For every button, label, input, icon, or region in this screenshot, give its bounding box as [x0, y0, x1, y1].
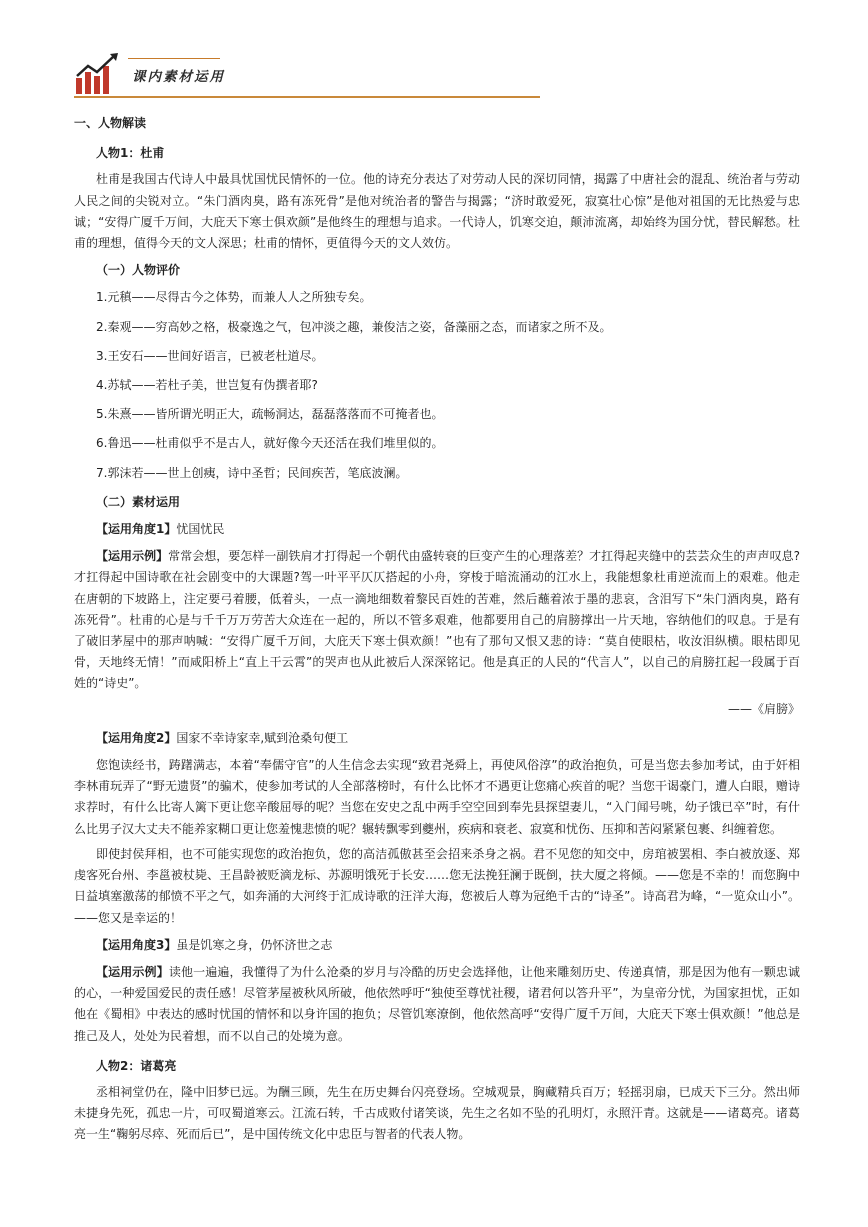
angle2-example-p1: 您饱读经书，踌躇满志，本着“奉儒守官”的人生信念去实现“致君尧舜上，再使风俗淳”的政治抱负，可是当您去参加考试，由于奸相李林甫玩弄了“野无遗贤”的骗术，使参加考试的人全部落榜时，有什么比怀才不遇更让您痛心疾首的呢？当您干谒豪门，遭人白眼，赠诗求荐时，有什么比寄人篱下更让您辛酸屈辱的呢？当您在安史之乱中两手空空回到奉先县探望妻儿，“入门闻号咷，幼子饿已卒”时，有什么比男子汉大丈夫不能养家糊口更让您羞愧悲愤的呢？辗转飘零到夔州，疾病和衰老、寂寞和忧伤、压抑和苦闷紧紧包裹、纠缠着您。 [74, 758, 800, 836]
evaluation-title: （一）人物评价 [96, 263, 181, 278]
header-divider [74, 96, 540, 98]
angle2-heading [74, 728, 800, 749]
angle3-example-text: 读他一遍遍，我懂得了为什么沧桑的岁月与冷酷的历史会选择他，让他来雕刻历史、传递真情，那是因为他有一颗忠诚的心，一种爱国爱民的责任感！尽管茅屋被秋风所破，他依然呼吁“独使至尊忧社稷，诸君何以答升平”，为皇帝分忧，为国家担忧，正如他在《蜀相》中表达的感时忧国的情怀和以身许国的抱负；尽管饥寒潦倒，他依然高呼“安得广厦千万间，大庇天下寒士俱欢颜！”他总是推己及人，处处为民着想，而不以自己的处境为意。 [74, 964, 800, 1043]
header-top-divider [128, 58, 220, 59]
evaluation-item: 1.元稹——尽得古今之体势，而兼人人之所独专矣。 [96, 290, 372, 305]
evaluation-item: 7.郭沫若——世上创痍，诗中圣哲；民间疾苦，笔底波澜。 [96, 465, 408, 480]
evaluation-item: 4.苏轼——若杜子美，世岂复有伪撰者耶? [96, 378, 318, 393]
angle3-tag: 【运用角度3】 [96, 937, 177, 952]
angle3-heading [74, 935, 800, 956]
person2-title: 人物2：诸葛亮 [96, 1058, 177, 1073]
evaluation-item: 5.朱熹——皆所谓光明正大，疏畅洞达，磊磊落落而不可掩者也。 [96, 407, 444, 422]
person1-title: 人物1：杜甫 [96, 146, 165, 161]
angle2-tag: 【运用角度2】 [96, 730, 177, 745]
angle3-text: 虽是饥寒之身，仍怀济世之志 [176, 937, 333, 952]
evaluation-item: 3.王安石——世间好语言，已被老杜道尽。 [96, 348, 324, 363]
evaluation-item: 6.鲁迅——杜甫似乎不是古人，就好像今天还活在我们堆里似的。 [96, 436, 444, 451]
angle1-example [74, 546, 800, 694]
angle2-text: 国家不幸诗家幸,赋到沧桑句便工 [176, 730, 349, 745]
evaluation-item: 2.秦观——穷高妙之格，极豪逸之气，包冲淡之趣，兼俊洁之姿，备藻丽之态，而诸家之所不及。 [96, 319, 612, 334]
angle1-source: ——《肩膀》 [727, 701, 800, 716]
angle1-tag: 【运用角度1】 [96, 522, 177, 537]
angle1-heading [74, 519, 800, 540]
angle1-example-text: 常常会想，要怎样一副铁肩才打得起一个朝代由盛转衰的巨变产生的心理落差？才扛得起夹缝中的芸芸众生的声声叹息?才扛得起中国诗歌在社会剧变中的大课题?驾一叶平平仄仄搭起的小舟，穿梭于暗流涌动的江水上，我能想象杜甫逆流而上的艰难。他走在唐朝的下坡路上，注定要弓着腰，低着头，一点一滴地细数着黎民百姓的苦难，然后蘸着浓于墨的悲哀，含泪写下“朱门酒肉臭，路有冻死骨”。杜甫的心是与千千万万劳苦大众连在一起的，所以不管多艰难，他都要用自己的肩膀撑出一片天地，容纳他们的叹息。于是有了破旧茅屋中的那声呐喊：“安得广厦千万间，大庇天下寒士俱欢颜！”也有了那句又恨又悲的诗：“莫自使眼枯，收汝泪纵横。眼枯即见骨，天地终无情！”而咸阳桥上“直上干云霄”的哭声也从此被后人深深铭记。他是真正的人民的“代言人”，以自己的肩膀扛起一段属于百姓的“诗史”。 [74, 549, 800, 691]
angle1-text: 忧国忧民 [176, 522, 225, 537]
page-header [74, 52, 544, 100]
angle3-example [74, 962, 800, 1047]
section-title: 一、人物解读 [74, 116, 147, 130]
rising-chart-icon [74, 52, 128, 100]
person1-intro: 杜甫是我国古代诗人中最具忧国忧民情怀的一位。他的诗充分表达了对劳动人民的深切同情，揭露了中唐社会的混乱、统治者与劳动人民之间的尖锐对立。“朱门酒肉臭，路有冻死骨”是他对统治者的警告与揭露；“济时敢爱死，寂寞壮心惊”是他对祖国的无比热爱与忠诚；“安得广厦千万间，大庇天下寒士俱欢颜”是他终生的理想与追求。一代诗人，饥寒交迫，颠沛流离，却始终为国分忧，替民解愁。杜甫的理想，值得今天的文人深思；杜甫的情怀，更值得今天的文人效仿。 [74, 172, 800, 251]
article-body [74, 113, 800, 1150]
material-title: （二）素材运用 [96, 494, 181, 509]
person2-intro: 丞相祠堂仍在，隆中旧梦已远。为酬三顾，先生在历史舞台闪亮登场。空城观景，胸藏精兵百万；轻摇羽扇，已成天下三分。然出师未捷身先死，孤忠一片，可叹蜀道寒云。江流石转，千古成败付诸笑谈，先生之名如不坠的孔明灯，永照汗青。这就是——诸葛亮。诸葛亮一生“鞠躬尽瘁、死而后已”，是中国传统文化中忠臣与智者的代表人物。 [74, 1084, 800, 1142]
example-tag: 【运用示例】 [96, 549, 169, 564]
angle2-example-p2: 即使封侯拜相，也不可能实现您的政治抱负，您的高洁孤傲甚至会招来杀身之祸。君不见您的知交中，房琯被罢相、李白被放逐、郑虔客死台州、李邕被杖毙、王昌龄被贬滴龙标、苏源明饿死于长安……您无法挽狂澜于既倒，扶大厦之将倾。——您是不幸的！而您胸中日益填塞激荡的郁愤不平之气，如奔涌的大河终于汇成诗歌的汪洋大海，您被后人尊为冠绝千古的“诗圣”。诗高君为峰，“一览众山小”。——您又是幸运的！ [74, 846, 800, 925]
example-tag: 【运用示例】 [96, 964, 169, 979]
header-title: 课内素材运用 [132, 69, 225, 85]
